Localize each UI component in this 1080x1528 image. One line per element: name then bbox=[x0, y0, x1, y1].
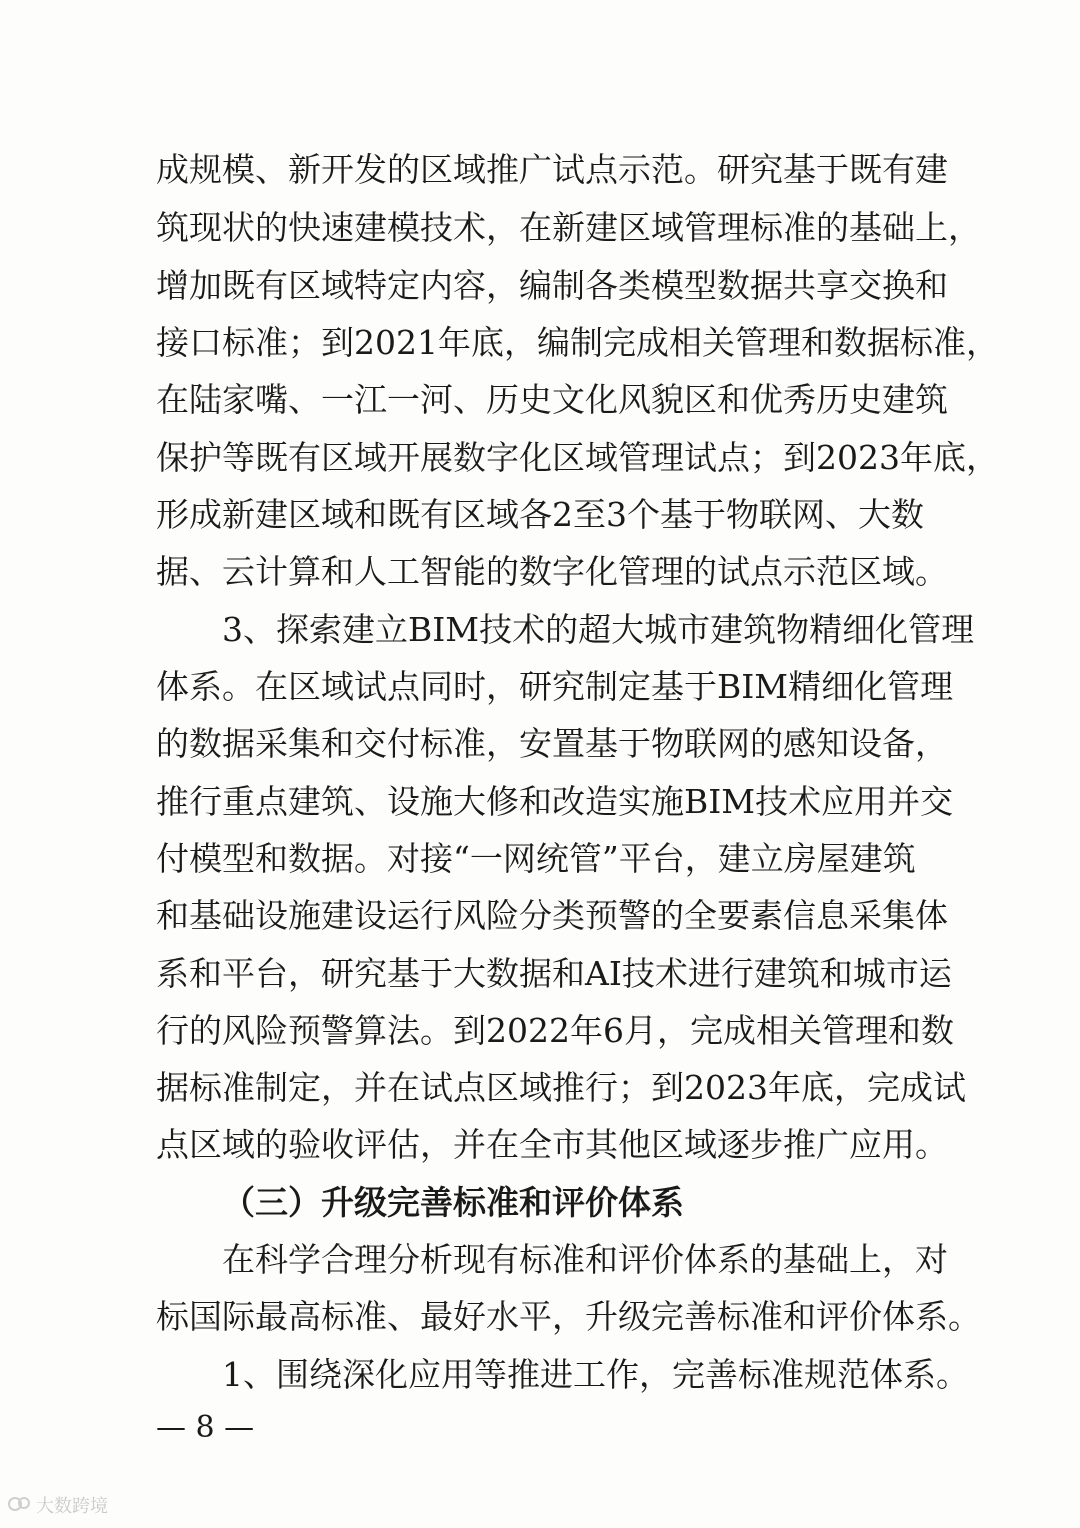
section-heading: （三）升级完善标准和评价体系 bbox=[222, 1183, 684, 1222]
paragraph-line: 行的风险预警算法。到2022年6月，完成相关管理和数 bbox=[156, 1011, 954, 1050]
paragraph-line: 的数据采集和交付标准，安置基于物联网的感知设备， bbox=[156, 724, 948, 763]
paragraph-line: 成规模、新开发的区域推广试点示范。研究基于既有建 bbox=[156, 150, 948, 189]
paragraph-line: 系和平台，研究基于大数据和AI技术进行建筑和城市运 bbox=[156, 954, 952, 993]
paragraph-line: 标国际最高标准、最好水平，升级完善标准和评价体系。 bbox=[156, 1297, 981, 1336]
watermark-text: 大数跨境 bbox=[36, 1496, 108, 1517]
paragraph-line: 据标准制定，并在试点区域推行；到2023年底，完成试 bbox=[156, 1068, 966, 1107]
paragraph-line: 推行重点建筑、设施大修和改造实施BIM技术应用并交 bbox=[156, 782, 954, 821]
watermark bbox=[8, 1490, 108, 1520]
paragraph-line: 和基础设施建设运行风险分类预警的全要素信息采集体 bbox=[156, 896, 948, 935]
paragraph-line: 1、围绕深化应用等推进工作，完善标准规范体系。 bbox=[222, 1355, 969, 1394]
paragraph-line: 保护等既有区域开展数字化区域管理试点；到2023年底， bbox=[156, 438, 999, 477]
paragraph-line: 点区域的验收评估，并在全市其他区域逐步推广应用。 bbox=[156, 1125, 948, 1164]
paragraph-line: 付模型和数据。对接“一网统管”平台，建立房屋建筑 bbox=[156, 839, 916, 878]
paragraph-line: 3、探索建立BIM技术的超大城市建筑物精细化管理 bbox=[222, 610, 975, 649]
paragraph-line: 在陆家嘴、一江一河、历史文化风貌区和优秀历史建筑 bbox=[156, 380, 948, 419]
page-number: — 8 — bbox=[156, 1410, 255, 1445]
paragraph-line: 增加既有区域特定内容，编制各类模型数据共享交换和 bbox=[156, 266, 948, 305]
watermark-logo-icon bbox=[8, 1496, 30, 1514]
paragraph-line: 体系。在区域试点同时，研究制定基于BIM精细化管理 bbox=[156, 667, 954, 706]
paragraph-line: 接口标准；到2021年底，编制完成相关管理和数据标准， bbox=[156, 323, 999, 362]
paragraph-line: 在科学合理分析现有标准和评价体系的基础上，对 bbox=[222, 1240, 948, 1279]
paragraph-line: 筑现状的快速建模技术，在新建区域管理标准的基础上， bbox=[156, 208, 981, 247]
paragraph-line: 据、云计算和人工智能的数字化管理的试点示范区域。 bbox=[156, 552, 948, 591]
paragraph-line: 形成新建区域和既有区域各2至3个基于物联网、大数 bbox=[156, 495, 924, 534]
